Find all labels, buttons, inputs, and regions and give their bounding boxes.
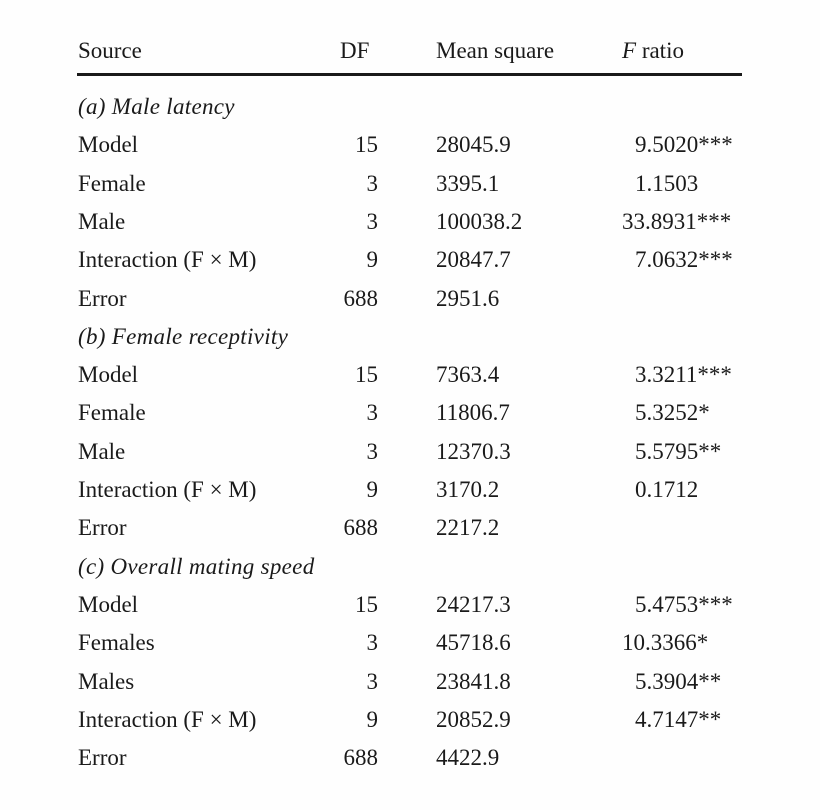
mean-square-cell: 100038.2 [436, 208, 523, 234]
table-row [0, 511, 820, 545]
header-mean-square: Mean square [436, 38, 555, 63]
df-cell: 688 [343, 745, 378, 771]
f-ratio-cell: 7.0632*** [635, 247, 733, 273]
df-cell: 9 [366, 477, 378, 502]
f-ratio-cell: 5.4753*** [635, 591, 733, 617]
table-row [0, 358, 820, 392]
df-cell: 3 [366, 208, 378, 234]
table-row [0, 626, 820, 660]
section-title: (c) Overall mating speed [78, 553, 315, 579]
mean-square-cell: 28045.9 [436, 132, 511, 158]
table-row [0, 167, 820, 201]
mean-square-cell: 2951.6 [436, 285, 500, 311]
source-cell: Error [78, 745, 127, 771]
mean-square-cell: 20852.9 [436, 706, 511, 732]
table-row [0, 703, 820, 737]
source-cell: Males [78, 668, 135, 694]
mean-square-cell: 20847.7 [436, 247, 511, 273]
f-ratio-cell: 33.8931*** [622, 208, 732, 234]
mean-square-cell: 7363.4 [436, 362, 500, 388]
source-cell: Interaction (F × M) [78, 247, 257, 273]
df-cell: 3 [366, 438, 378, 464]
table-row [0, 435, 820, 469]
f-ratio-cell: 9.5020*** [635, 132, 733, 158]
section-title: (b) Female receptivity [78, 323, 289, 349]
mean-square-cell: 2217.2 [436, 515, 500, 541]
df-cell: 15 [355, 132, 378, 158]
section-title: (a) Male latency [78, 94, 235, 119]
section-heading-row [0, 550, 820, 584]
mean-square-cell: 3170.2 [436, 477, 500, 502]
header-f-ratio [622, 34, 684, 68]
f-ratio-cell: 5.3904** [635, 668, 722, 694]
mean-square-cell: 45718.6 [436, 630, 511, 656]
table-row [0, 588, 820, 622]
table-row [0, 243, 820, 277]
section-heading-row [0, 90, 820, 124]
source-cell: Interaction (F × M) [78, 477, 257, 502]
f-ratio-cell: 3.3211*** [635, 362, 732, 388]
header-rule [77, 73, 742, 76]
mean-square-cell: 23841.8 [436, 668, 511, 694]
f-ratio-cell: 0.1712 [635, 477, 699, 502]
mean-square-cell: 12370.3 [436, 438, 511, 464]
df-cell: 3 [366, 170, 378, 196]
df-cell: 3 [366, 400, 378, 426]
table-row [0, 205, 820, 239]
df-cell: 3 [366, 668, 378, 694]
section-heading-row [0, 320, 820, 354]
df-cell: 15 [355, 362, 378, 388]
source-cell: Male [78, 208, 126, 234]
table-row [0, 473, 820, 507]
source-cell: Interaction (F × M) [78, 706, 257, 732]
source-cell: Error [78, 285, 127, 311]
source-cell: Female [78, 400, 146, 426]
header-df: DF [340, 38, 370, 63]
mean-square-cell: 24217.3 [436, 591, 511, 617]
source-cell: Female [78, 170, 146, 196]
source-cell: Females [78, 630, 155, 656]
header-f-symbol: F [622, 38, 637, 63]
mean-square-cell: 3395.1 [436, 170, 500, 196]
df-cell: 3 [366, 630, 378, 656]
df-cell: 688 [343, 285, 378, 311]
df-cell: 9 [366, 706, 378, 732]
source-cell: Model [78, 362, 139, 388]
table-header-row [0, 34, 820, 68]
table-row [0, 282, 820, 316]
table-row [0, 396, 820, 430]
header-ratio-word: ratio [636, 38, 684, 63]
f-ratio-cell: 4.7147** [635, 706, 722, 732]
source-cell: Error [78, 515, 127, 541]
f-ratio-cell: 5.3252* [635, 400, 710, 426]
source-cell: Model [78, 591, 139, 617]
f-ratio-cell: 10.3366* [622, 630, 709, 656]
f-ratio-cell: 1.1503 [635, 170, 699, 196]
header-source: Source [78, 38, 142, 63]
mean-square-cell: 4422.9 [436, 745, 500, 771]
f-ratio-cell: 5.5795** [635, 438, 722, 464]
source-cell: Male [78, 438, 126, 464]
df-cell: 9 [366, 247, 378, 273]
table-row [0, 665, 820, 699]
df-cell: 15 [355, 591, 378, 617]
table-row [0, 128, 820, 162]
mean-square-cell: 11806.7 [436, 400, 510, 426]
source-cell: Model [78, 132, 139, 158]
df-cell: 688 [343, 515, 378, 541]
table-row [0, 741, 820, 775]
